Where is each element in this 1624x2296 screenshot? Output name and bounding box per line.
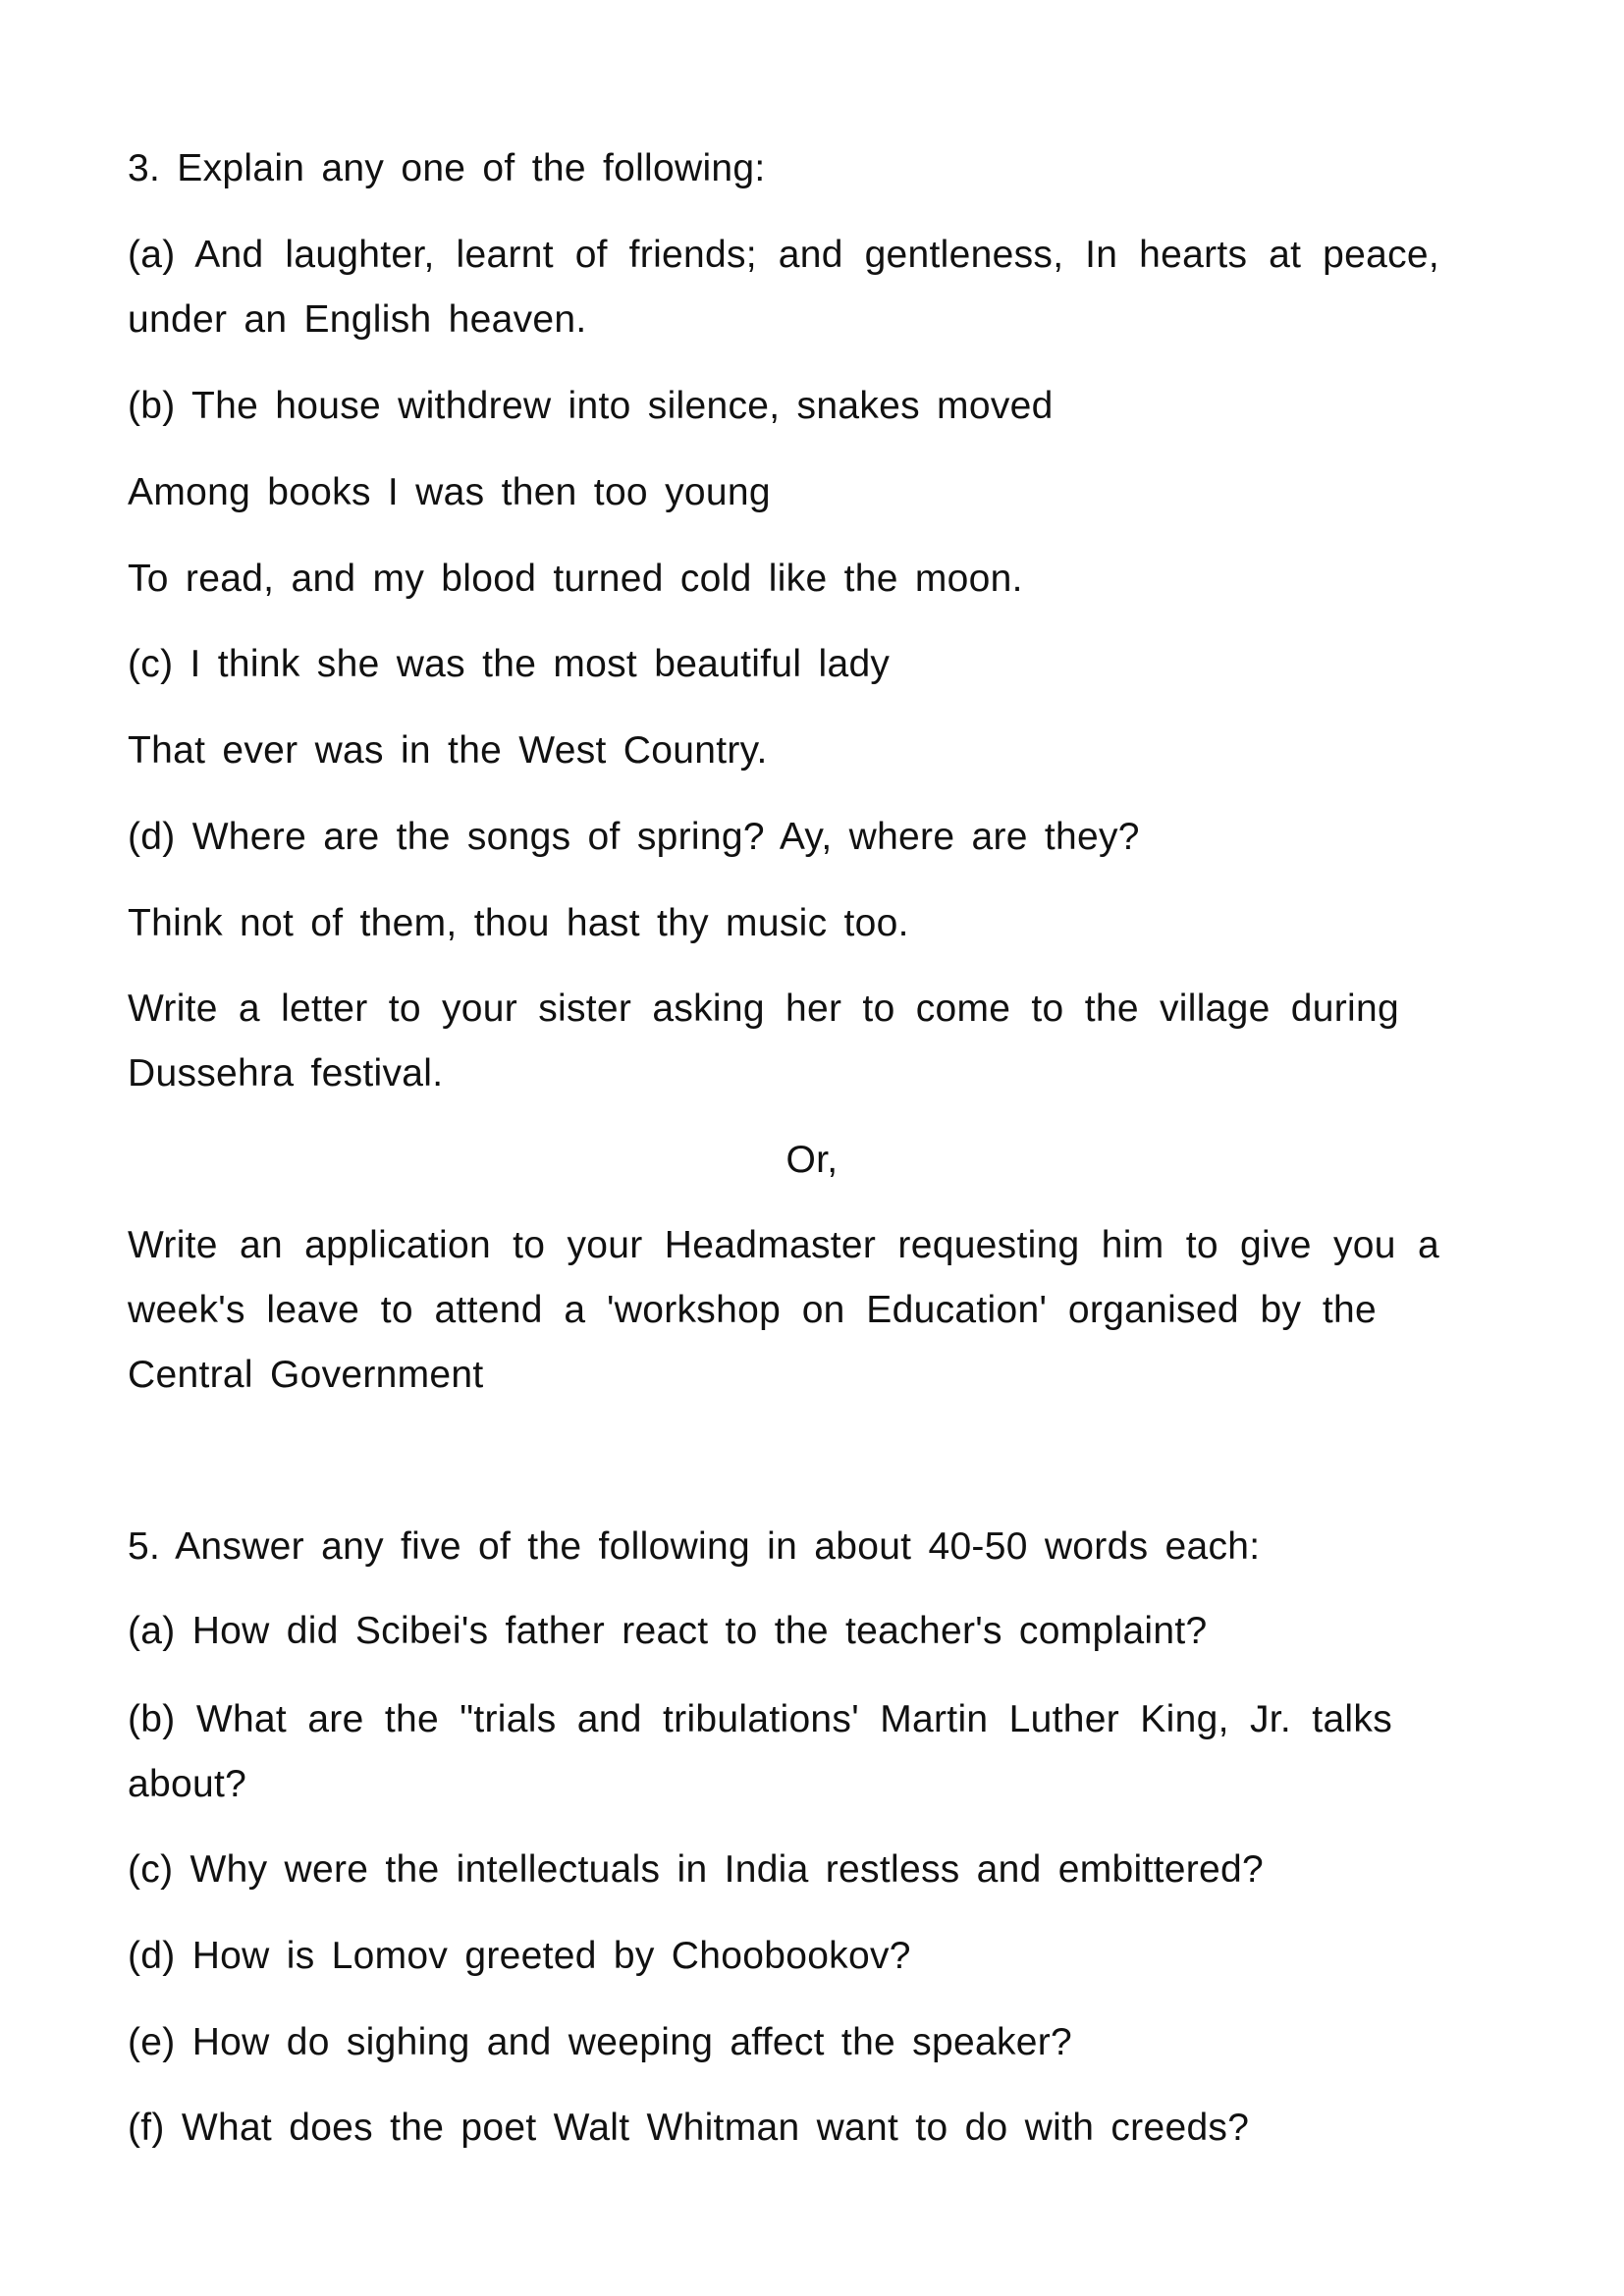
question-3-option-b-line-1: (b) The house withdrew into silence, snakes moved: [128, 385, 1054, 427]
or-separator: Or,: [785, 1139, 839, 1181]
question-5-item-f: (f) What does the poet Walt Whitman want to do with creeds?: [128, 2107, 1250, 2149]
question-3-option-c-line-1: (c) I think she was the most beautiful lady: [128, 643, 891, 685]
question-5-item-a: (a) How did Scibei's father react to the teacher's complaint?: [128, 1610, 1208, 1652]
question-3-option-d-line-1: (d) Where are the songs of spring? Ay, where are they?: [128, 816, 1140, 858]
question-5-item-e: (e) How do sighing and weeping affect the speaker?: [128, 2021, 1073, 2063]
question-3-option-d-line-2: Think not of them, thou hast thy music too.: [128, 902, 909, 944]
application-prompt-line-2: week's leave to attend a 'workshop on Education' organised by the: [128, 1289, 1377, 1331]
question-3-option-b-line-3: To read, and my blood turned cold like the moon.: [128, 558, 1023, 600]
letter-prompt-line-2: Dussehra festival.: [128, 1052, 444, 1095]
question-3-option-a-line-2: under an English heaven.: [128, 298, 587, 341]
question-5-item-d: (d) How is Lomov greeted by Choobookov?: [128, 1935, 911, 1977]
question-3-option-b-line-2: Among books I was then too young: [128, 471, 771, 513]
question-3-option-c-line-2: That ever was in the West Country.: [128, 729, 768, 772]
question-5-heading: 5. Answer any five of the following in about 40-50 words each:: [128, 1525, 1261, 1568]
letter-prompt-line-1: Write a letter to your sister asking her to come to the village during: [128, 988, 1399, 1030]
question-3-option-a-line-1: (a) And laughter, learnt of friends; and gentleness, In hearts at peace,: [128, 234, 1439, 276]
application-prompt-line-3: Central Government: [128, 1354, 484, 1396]
question-5-item-b-line-2: about?: [128, 1763, 247, 1805]
question-5-item-c: (c) Why were the intellectuals in India restless and embittered?: [128, 1848, 1265, 1891]
question-3-heading: 3. Explain any one of the following:: [128, 147, 766, 189]
application-prompt-line-1: Write an application to your Headmaster requesting him to give you a: [128, 1224, 1439, 1266]
question-5-item-b-line-1: (b) What are the "trials and tribulations' Martin Luther King, Jr. talks: [128, 1698, 1392, 1740]
